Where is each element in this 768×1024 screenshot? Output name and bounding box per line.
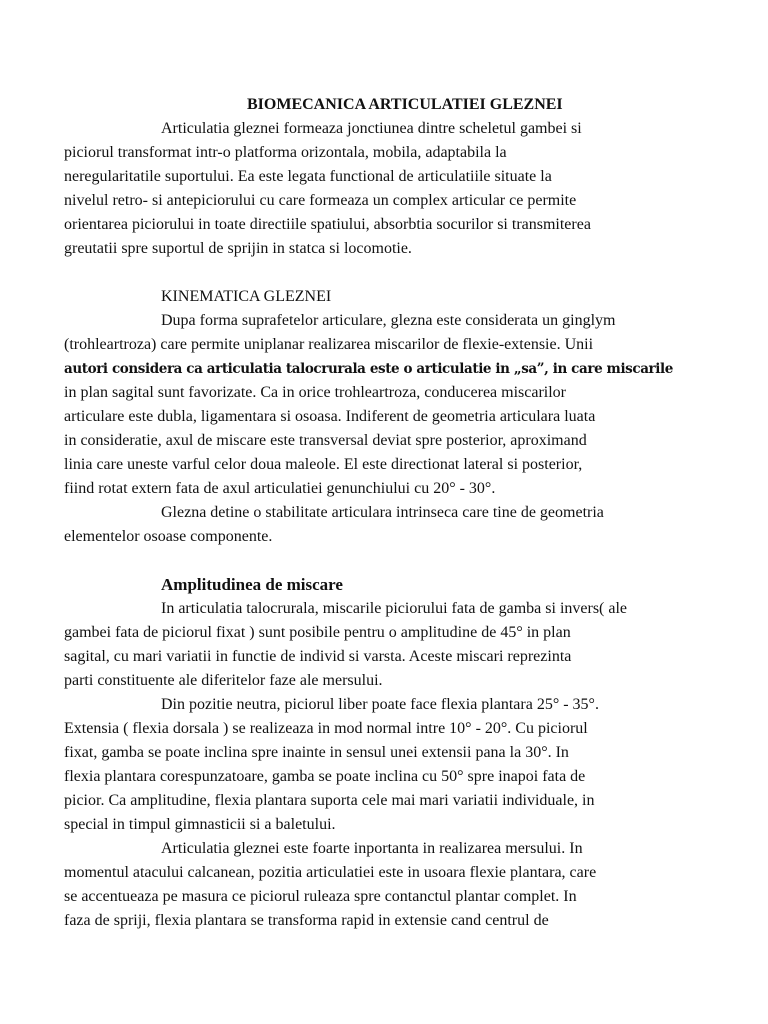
document-page — [64, 93, 704, 933]
text-line: se accentueaza pe masura ce piciorul ruleaza spre contanctul plantar complet. In — [64, 888, 577, 905]
text-line: fiind rotat extern fata de axul articulatiei genunchiului cu 20° - 30°. — [64, 480, 496, 497]
text-line: Articulatia gleznei este foarte inportanta in realizarea mersului. In — [161, 840, 583, 857]
text-line-bold: autori considera ca articulatia talocrurala este o articulatie in „sa”, in care miscarile — [64, 361, 673, 377]
text-line: (trohleartroza) care permite uniplanar realizarea miscarilor de flexie-extensie. Unii — [64, 336, 594, 353]
text-line: faza de spriji, flexia plantara se transforma rapid in extensie cand centrul de — [64, 912, 549, 929]
text-line: gambei fata de piciorul fixat ) sunt posibile pentru o amplitudine de 45° in plan — [64, 624, 571, 641]
text-line: fixat, gamba se poate inclina spre inainte in sensul unei extensii pana la 30°. In — [64, 744, 569, 761]
document-title: BIOMECANICA ARTICULATIEI GLEZNEI — [247, 96, 563, 113]
text-line: in consideratie, axul de miscare este transversal deviat spre posterior, aproximand — [64, 432, 587, 449]
section-heading-kinematics: KINEMATICA GLEZNEI — [161, 288, 332, 305]
paragraph-gap — [64, 549, 704, 573]
text-line: linia care uneste varful celor doua maleole. El este directionat lateral si posterior, — [64, 456, 583, 473]
text-line: flexia plantara corespunzatoare, gamba se poate inclina cu 50° spre inapoi fata de — [64, 768, 586, 785]
text-line: sagital, cu mari variatii in functie de individ si varsta. Aceste miscari reprezinta — [64, 648, 572, 665]
kinematics-paragraph-1 — [64, 309, 704, 501]
text-line: In articulatia talocrurala, miscarile piciorului fata de gamba si invers( ale — [161, 600, 628, 617]
kinematics-paragraph-2 — [64, 501, 704, 549]
text-line: greutatii spre suportul de sprijin in statca si locomotie. — [64, 240, 412, 257]
text-line: parti constituente ale diferitelor faze ale mersului. — [64, 672, 383, 689]
amplitude-paragraph-1 — [64, 597, 704, 693]
text-line: Articulatia gleznei formeaza jonctiunea dintre scheletul gambei si — [161, 120, 582, 137]
text-line: Din pozitie neutra, piciorul liber poate face flexia plantara 25° - 35°. — [161, 696, 599, 713]
amplitude-paragraph-3 — [64, 837, 704, 933]
paragraph-gap — [64, 261, 704, 285]
text-line: elementelor osoase componente. — [64, 528, 273, 545]
text-line: in plan sagital sunt favorizate. Ca in orice trohleartroza, conducerea miscarilor — [64, 384, 567, 401]
text-line: orientarea piciorului in toate directiile spatiului, absorbtia socurilor si transmiterea — [64, 216, 591, 233]
text-line: Extensia ( flexia dorsala ) se realizeaza in mod normal intre 10° - 20°. Cu piciorul — [64, 720, 588, 737]
text-line: special in timpul gimnasticii si a baletului. — [64, 816, 336, 833]
text-line: articulare este dubla, ligamentara si osoasa. Indiferent de geometria articulara luata — [64, 408, 596, 425]
text-line: piciorul transformat intr-o platforma orizontala, mobila, adaptabila la — [64, 144, 507, 161]
amplitude-paragraph-2 — [64, 693, 704, 837]
text-line: momentul atacului calcanean, pozitia articulatiei este in usoara flexie plantara, care — [64, 864, 597, 881]
text-line: picior. Ca amplitudine, flexia plantara suporta cele mai mari variatii individuale, in — [64, 792, 595, 809]
text-line: Glezna detine o stabilitate articulara intrinseca care tine de geometria — [161, 504, 604, 521]
text-line: neregularitatile suportului. Ea este legata functional de articulatiile situate la — [64, 168, 552, 185]
text-line: nivelul retro- si antepiciorului cu care formeaza un complex articular ce permite — [64, 192, 577, 209]
section-heading-amplitude: Amplitudinea de miscare — [161, 575, 343, 594]
intro-paragraph — [64, 117, 704, 261]
text-line: Dupa forma suprafetelor articulare, glezna este considerata un ginglym — [161, 312, 616, 329]
